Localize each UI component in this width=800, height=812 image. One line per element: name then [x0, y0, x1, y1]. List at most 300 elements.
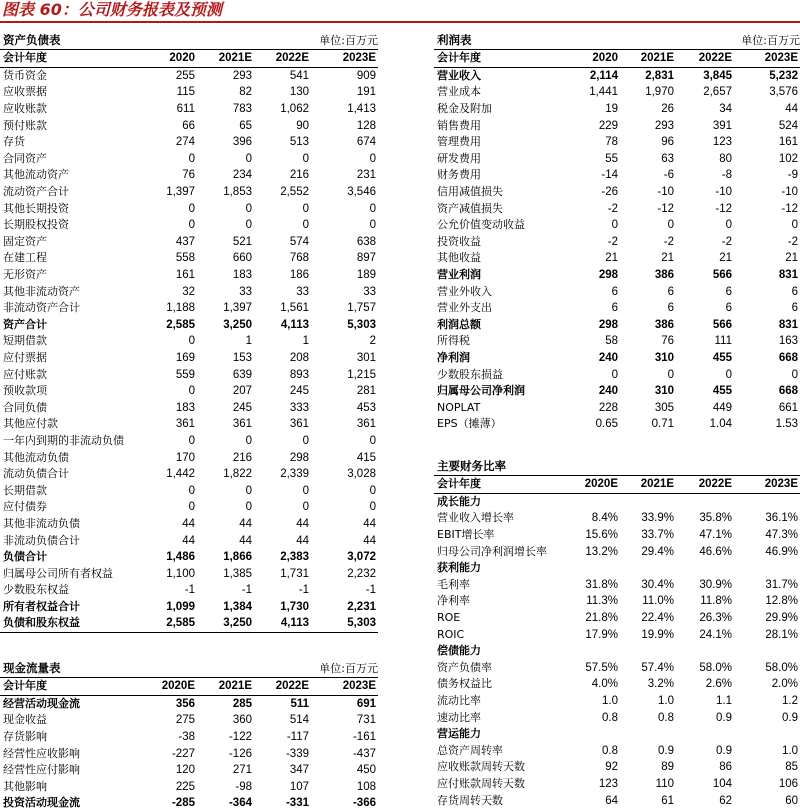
- row-value: 386: [654, 269, 674, 282]
- row-label: 合同资产: [3, 151, 47, 165]
- row-value: 76: [661, 335, 674, 348]
- row-value: 768: [289, 252, 309, 265]
- row-label: 应付债券: [3, 500, 47, 514]
- row-value: 0: [369, 219, 376, 232]
- row-label: 营业利润: [437, 268, 481, 282]
- row-label: 其他收益: [437, 251, 481, 265]
- row-value: 0: [245, 152, 252, 165]
- row-value: 0.8: [602, 711, 618, 724]
- row-value: 0: [611, 219, 618, 232]
- table-header-row: [0, 50, 378, 67]
- row-value: 2,585: [166, 318, 195, 331]
- header-year: 2020: [136, 50, 197, 67]
- balance-sheet-title: 资产负债表: [3, 33, 61, 47]
- row-value: 86: [719, 761, 732, 774]
- row-value: 691: [356, 697, 376, 710]
- row-value: 0: [725, 219, 732, 232]
- row-value: 513: [289, 136, 309, 149]
- row-value: 11.8%: [700, 595, 732, 608]
- row-value: 229: [598, 119, 618, 132]
- row-value: 301: [356, 351, 376, 364]
- row-value: 6: [791, 285, 798, 298]
- table-row: [0, 366, 378, 383]
- row-value: 1,215: [347, 368, 376, 381]
- row-label: 现金收益: [3, 713, 47, 727]
- row-value: 36.1%: [765, 512, 798, 525]
- row-value: 274: [175, 136, 195, 149]
- row-value: -14: [601, 169, 618, 182]
- header-year: 2023E: [734, 476, 800, 493]
- cash-flow-table: [0, 678, 378, 812]
- row-value: 1,561: [280, 302, 309, 315]
- row-value: -9: [787, 169, 798, 182]
- row-value: 0: [188, 202, 195, 215]
- table-row: [0, 745, 378, 762]
- row-value: 21.8%: [585, 612, 618, 625]
- row-label: 利润总额: [437, 317, 481, 331]
- row-value: 31.7%: [765, 578, 798, 591]
- table-row: [434, 366, 800, 383]
- table-row: [0, 267, 378, 284]
- header-year: 2021E: [197, 50, 254, 67]
- table-row: [0, 416, 378, 433]
- row-value: -366: [352, 797, 376, 810]
- table-row: [0, 762, 378, 779]
- row-label: 研发费用: [437, 151, 481, 165]
- row-value: 2,231: [347, 600, 376, 613]
- table-row: [0, 350, 378, 367]
- row-value: 0: [245, 202, 252, 215]
- ratios-table: [434, 476, 800, 809]
- row-label: 营业外支出: [437, 301, 492, 315]
- row-value: 0: [245, 484, 252, 497]
- row-value: 44: [363, 517, 376, 530]
- row-value: 1.0: [782, 744, 798, 757]
- row-value: 216: [232, 451, 252, 464]
- row-value: 0: [188, 484, 195, 497]
- table-header-row: [434, 50, 800, 67]
- row-value: 3,845: [703, 69, 732, 82]
- header-year: 2020E: [136, 678, 197, 695]
- row-value: 2,831: [645, 69, 674, 82]
- row-value: 0: [302, 202, 309, 215]
- row-value: 1.1: [716, 695, 732, 708]
- row-value: -122: [228, 731, 252, 744]
- row-value: 1.53: [775, 418, 798, 431]
- row-value: 5,303: [311, 615, 378, 632]
- table-row: [0, 67, 378, 84]
- row-value: 356: [175, 697, 195, 710]
- table-row: [434, 317, 800, 334]
- row-label: 无形资产: [3, 268, 47, 282]
- header-year: 2020: [564, 50, 620, 67]
- row-value: 360: [232, 714, 252, 727]
- row-value: 6: [667, 302, 674, 315]
- row-label: 所有者权益合计: [3, 599, 80, 613]
- row-value: 24.1%: [699, 628, 732, 641]
- table-row: [0, 565, 378, 582]
- table-row: [434, 350, 800, 367]
- row-value: 0.9: [658, 744, 674, 757]
- row-value: 897: [356, 252, 376, 265]
- row-value: 170: [175, 451, 195, 464]
- row-value: 44: [182, 534, 195, 547]
- table-row: [0, 795, 378, 812]
- row-value: 108: [356, 780, 376, 793]
- row-label: 负债和股东权益: [0, 615, 136, 632]
- row-value: 5,303: [347, 318, 376, 331]
- row-value: -339: [285, 747, 309, 760]
- row-value: 1,397: [223, 302, 252, 315]
- row-value: 361: [175, 418, 195, 431]
- row-value: [620, 493, 676, 510]
- row-value: -117: [286, 731, 309, 744]
- row-label: 少数股东权益: [3, 583, 69, 597]
- row-value: 29.9%: [765, 612, 798, 625]
- income-statement-unit: 单位:百万元: [741, 34, 800, 47]
- row-value: 310: [654, 351, 674, 364]
- row-value: [564, 726, 620, 743]
- row-value: 183: [175, 401, 195, 414]
- header-label: 会计年度: [434, 50, 564, 67]
- table-row: [434, 101, 800, 118]
- row-value: 909: [356, 69, 376, 82]
- row-value: 161: [175, 269, 195, 282]
- row-label: 存货周转天数: [437, 793, 503, 807]
- row-value: 1,730: [280, 600, 309, 613]
- row-value: 163: [778, 335, 798, 348]
- row-value: 4,113: [254, 615, 311, 632]
- row-value: 4.0%: [591, 678, 618, 691]
- row-label: 固定资产: [3, 234, 47, 248]
- row-label: 归属母公司净利润: [437, 384, 525, 398]
- row-value: 19.9%: [641, 628, 674, 641]
- table-row: [434, 117, 800, 134]
- row-label: ROIC: [437, 627, 465, 641]
- row-value: 130: [289, 86, 309, 99]
- row-value: 92: [605, 761, 618, 774]
- table-row: [0, 250, 378, 267]
- table-row: [434, 283, 800, 300]
- row-value: 2.0%: [771, 678, 798, 691]
- row-value: 123: [712, 136, 732, 149]
- row-label: 资产负债率: [437, 660, 492, 674]
- row-value: 85: [785, 761, 798, 774]
- row-value: 115: [176, 86, 195, 99]
- table-row: [434, 743, 800, 760]
- header-year: 2023E: [734, 50, 800, 67]
- header-year: 2020E: [564, 476, 620, 493]
- row-value: 60: [785, 794, 798, 807]
- row-value: 310: [654, 385, 674, 398]
- row-value: [620, 643, 676, 660]
- row-label: 应收账款周转天数: [437, 760, 525, 774]
- row-value: 207: [232, 385, 252, 398]
- row-label: 经营活动现金流: [3, 696, 80, 710]
- row-value: 0: [369, 501, 376, 514]
- row-value: 89: [661, 761, 674, 774]
- row-value: 1.2: [782, 695, 798, 708]
- row-value: 58: [605, 335, 618, 348]
- table-row: [0, 217, 378, 234]
- row-value: 107: [289, 780, 309, 793]
- row-value: 437: [175, 235, 195, 248]
- row-label: 其他流动负债: [3, 450, 69, 464]
- table-row: [0, 399, 378, 416]
- row-label: 合同负债: [3, 400, 47, 414]
- figure-title: 图表 60：公司财务报表及预测: [2, 0, 222, 19]
- row-value: 1,441: [589, 86, 618, 99]
- row-value: 44: [363, 534, 376, 547]
- row-value: 453: [356, 401, 376, 414]
- row-value: 111: [714, 335, 732, 348]
- table-row: [0, 599, 378, 616]
- row-label: 货币资金: [3, 68, 47, 82]
- row-value: 225: [175, 780, 195, 793]
- table-row: [434, 593, 800, 610]
- row-label: 一年内到期的非流动负债: [3, 433, 124, 447]
- row-value: -2: [663, 235, 674, 248]
- row-value: [734, 493, 800, 510]
- row-value: 3,250: [223, 318, 252, 331]
- row-value: 1,062: [280, 103, 309, 116]
- row-value: 66: [182, 119, 195, 132]
- table-row: [434, 383, 800, 400]
- row-value: 21: [719, 252, 732, 265]
- table-row: [434, 676, 800, 693]
- header-label: 会计年度: [0, 678, 136, 695]
- row-value: -1: [184, 584, 195, 597]
- row-value: 33: [239, 285, 252, 298]
- header-year: 2021E: [620, 50, 676, 67]
- row-value: -2: [787, 235, 798, 248]
- table-row: [0, 333, 378, 350]
- row-value: 55: [605, 152, 618, 165]
- table-row: [434, 643, 800, 660]
- row-label: 资产减值损失: [437, 201, 503, 215]
- row-value: 33: [363, 285, 376, 298]
- row-label: 财务费用: [437, 168, 481, 182]
- row-value: 4,113: [280, 318, 309, 331]
- row-value: -2: [721, 235, 732, 248]
- row-value: 0: [188, 434, 195, 447]
- row-value: 28.1%: [765, 628, 798, 641]
- row-label: 成长能力: [437, 494, 481, 508]
- table-row: [0, 317, 378, 334]
- row-label: EBIT增长率: [437, 528, 495, 542]
- row-label: 非流动负债合计: [3, 533, 80, 547]
- table-row: [434, 416, 800, 433]
- row-label: 营业收入: [437, 68, 481, 82]
- row-value: 668: [778, 385, 798, 398]
- row-value: 2: [369, 335, 376, 348]
- header-year: 2022E: [254, 678, 311, 695]
- row-value: 58.0%: [699, 661, 732, 674]
- row-value: 0: [188, 385, 195, 398]
- header-label: 会计年度: [0, 50, 136, 67]
- row-label: 长期借款: [3, 483, 47, 497]
- row-label: 偿债能力: [437, 644, 481, 658]
- row-value: 189: [356, 269, 376, 282]
- row-value: 524: [778, 119, 798, 132]
- row-label: 流动资产合计: [3, 185, 69, 199]
- row-value: 661: [778, 401, 798, 414]
- row-value: 2,657: [703, 86, 732, 99]
- row-label: 净利润: [437, 350, 470, 364]
- row-value: -12: [657, 202, 674, 215]
- row-value: 245: [232, 401, 252, 414]
- row-value: 228: [598, 401, 618, 414]
- row-value: 0.9: [716, 711, 732, 724]
- ratios-title: 主要财务比率: [434, 458, 800, 476]
- row-value: 245: [289, 385, 309, 398]
- row-value: 893: [289, 368, 309, 381]
- table-row: [0, 234, 378, 251]
- row-value: 1,100: [166, 567, 195, 580]
- row-label: 营业收入增长率: [437, 511, 514, 525]
- row-value: [564, 560, 620, 577]
- row-value: 1,853: [223, 186, 252, 199]
- header-year: 2023E: [311, 50, 378, 67]
- row-label: 非流动资产合计: [3, 301, 80, 315]
- row-value: 62: [719, 794, 732, 807]
- row-value: 6: [725, 302, 732, 315]
- row-value: 240: [598, 385, 618, 398]
- row-value: 44: [296, 534, 309, 547]
- table-row: [434, 776, 800, 793]
- row-label: 归母公司净利润增长率: [437, 544, 547, 558]
- row-label: NOPLAT: [437, 400, 481, 414]
- row-value: 271: [232, 764, 252, 777]
- table-row: [434, 399, 800, 416]
- row-label: 应付票据: [3, 350, 47, 364]
- row-value: 415: [356, 451, 376, 464]
- income-statement-title: 利润表: [437, 33, 472, 47]
- table-row: [0, 712, 378, 729]
- row-value: 33: [296, 285, 309, 298]
- row-value: 6: [611, 302, 618, 315]
- row-label: 投资活动现金流: [3, 796, 80, 810]
- row-value: 169: [175, 351, 195, 364]
- row-value: 0: [302, 484, 309, 497]
- table-row: [434, 234, 800, 251]
- row-value: 0: [245, 219, 252, 232]
- header-year: 2021E: [620, 476, 676, 493]
- row-value: 22.4%: [641, 612, 674, 625]
- row-value: 333: [289, 401, 309, 414]
- row-value: 0: [791, 219, 798, 232]
- row-value: 0: [302, 152, 309, 165]
- header-year: 2021E: [197, 678, 254, 695]
- row-value: 76: [182, 169, 195, 182]
- row-value: 0: [188, 501, 195, 514]
- row-value: 231: [356, 169, 376, 182]
- row-value: -10: [781, 186, 798, 199]
- table-header-row: [0, 678, 378, 695]
- row-value: 31.8%: [585, 578, 618, 591]
- row-value: 386: [654, 318, 674, 331]
- row-value: 47.3%: [765, 529, 798, 542]
- row-value: [564, 493, 620, 510]
- row-value: 26.3%: [699, 612, 732, 625]
- row-value: 521: [232, 235, 252, 248]
- row-label: 短期借款: [3, 334, 47, 348]
- row-value: 639: [232, 368, 252, 381]
- row-value: 455: [712, 351, 732, 364]
- income-statement-panel: [434, 32, 800, 433]
- table-row: [434, 167, 800, 184]
- table-row: [434, 610, 800, 627]
- balance-sheet-unit: 单位:百万元: [319, 34, 378, 47]
- cash-flow-unit: 单位:百万元: [319, 662, 378, 675]
- row-value: 361: [356, 418, 376, 431]
- row-value: 1,822: [223, 468, 252, 481]
- row-value: 298: [289, 451, 309, 464]
- table-header-row: [434, 476, 800, 493]
- table-row: [434, 151, 800, 168]
- row-value: 0: [302, 219, 309, 232]
- row-value: 511: [290, 697, 309, 710]
- table-row: [0, 516, 378, 533]
- row-label: ROE: [437, 611, 461, 625]
- row-value: 1: [245, 335, 252, 348]
- cash-flow-title-row: [0, 660, 378, 678]
- row-value: 57.5%: [585, 661, 618, 674]
- table-row: [434, 84, 800, 101]
- row-value: -12: [781, 202, 798, 215]
- row-value: 0: [667, 219, 674, 232]
- row-value: 0: [725, 368, 732, 381]
- row-value: 2,232: [347, 567, 376, 580]
- row-value: 2,339: [280, 468, 309, 481]
- row-value: 19: [605, 103, 618, 116]
- table-row: [0, 283, 378, 300]
- row-label: 其他流动资产: [3, 168, 69, 182]
- row-value: 831: [778, 318, 798, 331]
- row-value: 33.9%: [641, 512, 674, 525]
- row-label: 少数股东损益: [437, 367, 503, 381]
- row-value: -1: [298, 584, 309, 597]
- table-row: [434, 626, 800, 643]
- header-year: 2022E: [676, 50, 734, 67]
- row-value: 44: [239, 534, 252, 547]
- row-value: 120: [175, 764, 195, 777]
- row-value: 30.4%: [641, 578, 674, 591]
- table-row: [434, 300, 800, 317]
- table-row: [0, 532, 378, 549]
- row-value: 449: [712, 401, 732, 414]
- row-value: 0.8: [602, 744, 618, 757]
- row-value: -285: [171, 797, 195, 810]
- table-row: [0, 134, 378, 151]
- row-value: 275: [175, 714, 195, 727]
- table-row: [434, 217, 800, 234]
- row-value: 1.0: [658, 695, 674, 708]
- row-value: 0.9: [716, 744, 732, 757]
- row-value: 57.4%: [641, 661, 674, 674]
- row-value: 0.71: [651, 418, 674, 431]
- row-label: 净利率: [437, 594, 470, 608]
- row-value: 0.8: [658, 711, 674, 724]
- row-value: 3,072: [347, 551, 376, 564]
- table-row: [0, 84, 378, 101]
- row-value: 104: [712, 777, 732, 790]
- table-row: [434, 543, 800, 560]
- row-value: 1,188: [166, 302, 195, 315]
- row-value: 186: [289, 269, 309, 282]
- row-value: 298: [598, 318, 618, 331]
- table-row: [0, 117, 378, 134]
